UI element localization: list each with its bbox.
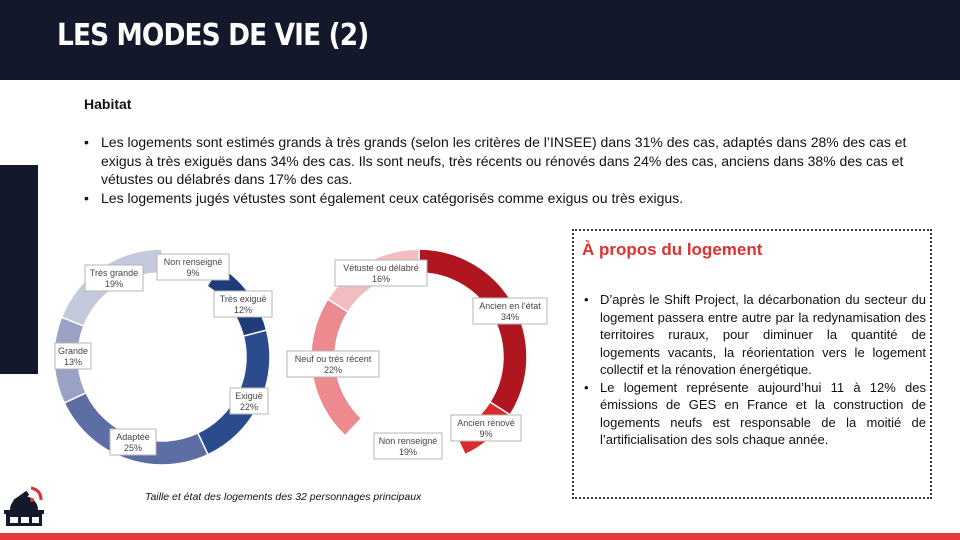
slice-category-label: Ancien rénové bbox=[457, 418, 515, 428]
info-bullet: • D’après le Shift Project, la décarbonation du secteur du logement passera entre autre par la redynamisation des territoires ruraux, pour diminuer la quantité de logements vacants, la réorientation vers le logement collectif et la rénovation énergétique. bbox=[584, 291, 926, 379]
slice-data-label bbox=[85, 265, 143, 291]
observatory-logo-icon bbox=[2, 484, 46, 530]
slice-value-label: 9% bbox=[186, 268, 200, 278]
slice-data-label bbox=[374, 433, 442, 459]
slice-data-label bbox=[157, 254, 229, 280]
slice-data-label bbox=[287, 351, 379, 377]
donut-slice bbox=[419, 249, 527, 415]
header-bar bbox=[0, 0, 960, 80]
slice-category-label: Adaptée bbox=[116, 432, 150, 442]
info-box-title: À propos du logement bbox=[582, 240, 763, 259]
slice-data-label bbox=[55, 343, 91, 369]
slice-data-label bbox=[335, 260, 427, 286]
slice-value-label: 16% bbox=[371, 274, 391, 284]
slice-value-label: 9% bbox=[479, 429, 493, 439]
donut-charts bbox=[0, 240, 560, 480]
slice-category-label: Ancien en l’état bbox=[479, 301, 541, 311]
slice-category-label: Exiguë bbox=[235, 391, 263, 401]
slice-category-label: Très grande bbox=[89, 268, 139, 278]
slice-value-label: 34% bbox=[500, 312, 520, 322]
footer-bar bbox=[0, 533, 960, 540]
chart-caption: Taille et état des logements des 32 personnages principaux bbox=[145, 491, 422, 503]
slice-category-label: Très exiguë bbox=[219, 294, 267, 304]
info-box bbox=[572, 229, 932, 499]
slice-data-label bbox=[110, 429, 156, 455]
size-donut-chart bbox=[54, 249, 272, 465]
info-bullet: • Le logement représente aujourd’hui 11 à 12% des émissions de GES en France et la construction de logements neufs est responsable de la moitié de l’artificialisation des sols chaque année. bbox=[584, 379, 926, 449]
slice-value-label: 22% bbox=[323, 365, 343, 375]
slice-data-label bbox=[451, 415, 521, 441]
section-heading: Habitat bbox=[84, 96, 132, 112]
slice-category-label: Neuf ou très récent bbox=[294, 354, 372, 364]
slice-value-label: 22% bbox=[239, 402, 259, 412]
habitat-bullet: • Les logements jugés vétustes sont également ceux catégorisés comme exigus ou très exigus. bbox=[84, 189, 924, 208]
slice-value-label: 13% bbox=[63, 357, 83, 367]
slice-category-label: Non renseigné bbox=[378, 436, 438, 446]
slice-data-label bbox=[473, 298, 547, 324]
slice-value-label: 25% bbox=[123, 443, 143, 453]
slice-value-label: 12% bbox=[233, 305, 253, 315]
info-bullet-list bbox=[584, 291, 926, 449]
slice-data-label bbox=[214, 291, 272, 317]
slice-data-label bbox=[230, 388, 268, 414]
slice-category-label: Non renseigné bbox=[163, 257, 223, 267]
slice-category-label: Vétuste ou délabré bbox=[343, 263, 419, 273]
slice-value-label: 19% bbox=[398, 447, 418, 457]
state-donut-chart bbox=[287, 249, 547, 465]
slice-value-label: 19% bbox=[104, 279, 124, 289]
habitat-bullet-list bbox=[84, 133, 924, 207]
habitat-bullet: • Les logements sont estimés grands à très grands (selon les critères de l’INSEE) dans 31% des cas, adaptés dans 28% des cas et exigus à très exiguës dans 34% des cas. Ils sont neufs, très récents ou rénovés dans 24% des cas, anciens dans 38% des cas et vétustes ou délabrés dans 17% des cas. bbox=[84, 133, 924, 189]
page-title: LES MODES DE VIE (2) bbox=[57, 18, 369, 53]
slice-category-label: Grande bbox=[57, 346, 89, 356]
